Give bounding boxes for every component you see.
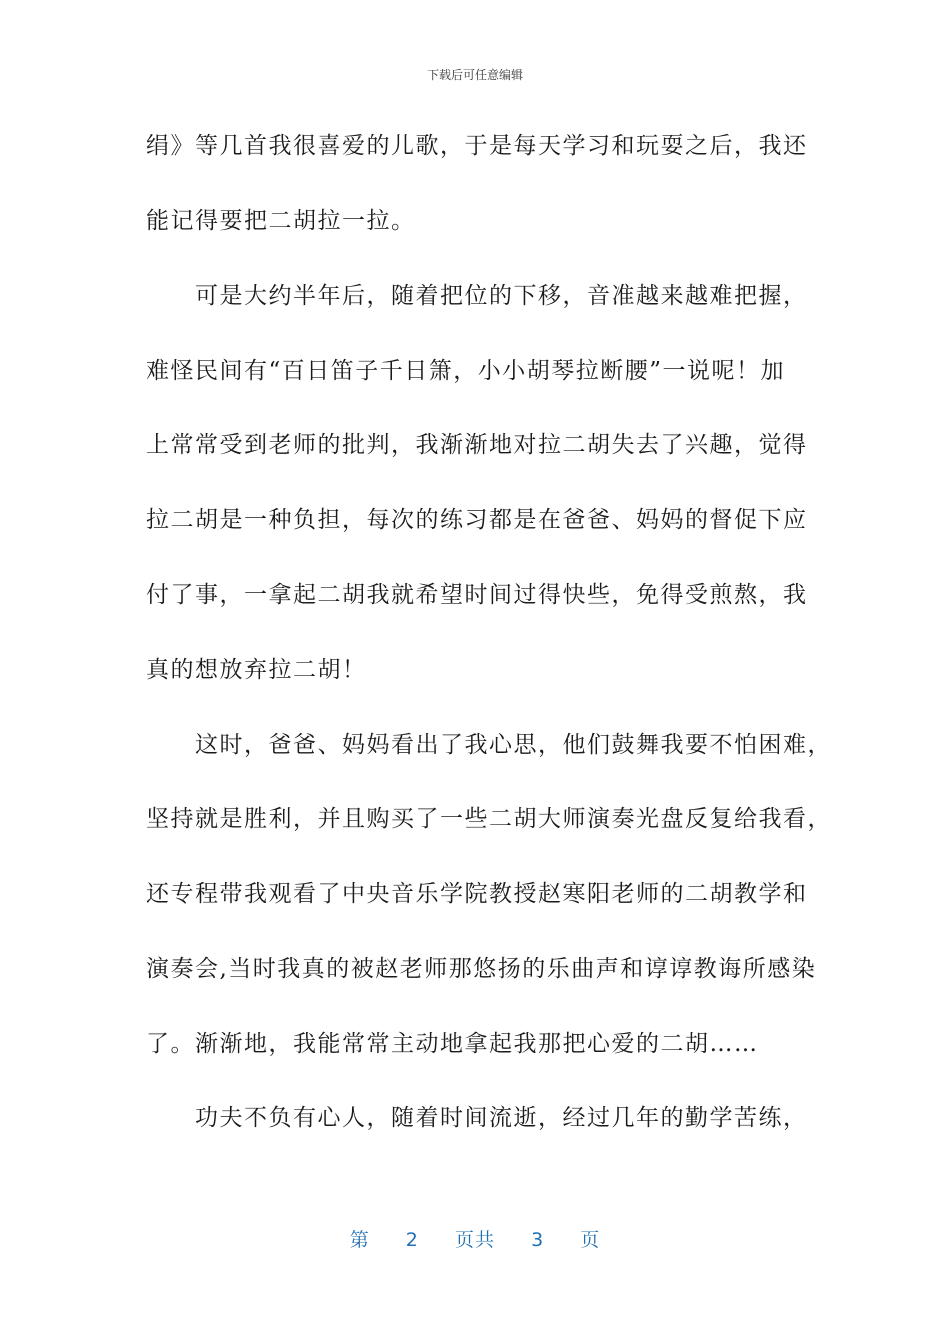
text-line: 上常常受到老师的批判，我渐渐地对拉二胡失去了兴趣，觉得 (146, 432, 808, 458)
text-line: 演奏会,当时我真的被赵老师那悠扬的乐曲声和谆谆教诲所感染 (146, 956, 817, 982)
total-pages: 3 (531, 1229, 545, 1251)
page-middle: 页共 (454, 1229, 495, 1251)
text-line: 拉二胡是一种负担，每次的练习都是在爸爸、妈妈的督促下应 (146, 507, 808, 533)
page-number: 2 (405, 1229, 419, 1251)
header-note: 下载后可任意编辑 (426, 68, 523, 82)
text-line: 了。渐渐地，我能常常主动地拿起我那把心爱的二胡…… (146, 1031, 759, 1057)
text-line: 坚持就是胜利，并且购买了一些二胡大师演奏光盘反复给我看， (146, 806, 832, 832)
text-line: 能记得要把二胡拉一拉。 (146, 208, 416, 234)
page-suffix: 页 (580, 1229, 601, 1251)
text-line: 这时，爸爸、妈妈看出了我心思，他们鼓舞我要不怕困难， (146, 732, 832, 758)
text-line: 可是大约半年后，随着把位的下移，音准越来越难把握， (146, 283, 808, 309)
text-line: 功夫不负有心人，随着时间流逝，经过几年的勤学苦练， (146, 1105, 808, 1131)
page-footer (0, 1225, 950, 1252)
text-line: 真的想放弃拉二胡！ (146, 657, 367, 683)
text-line: 难怪民间有“百日笛子千日箫，小小胡琴拉断腰”一说呢！加 (146, 358, 786, 384)
text-line: 付了事，一拿起二胡我就希望时间过得快些，免得受煎熬，我 (146, 582, 808, 608)
text-line: 还专程带我观看了中央音乐学院教授赵寒阳老师的二胡教学和 (146, 881, 808, 907)
page-prefix: 第 (349, 1229, 370, 1251)
text-line: 绢》等几首我很喜爱的儿歌，于是每天学习和玩耍之后，我还 (146, 133, 808, 159)
